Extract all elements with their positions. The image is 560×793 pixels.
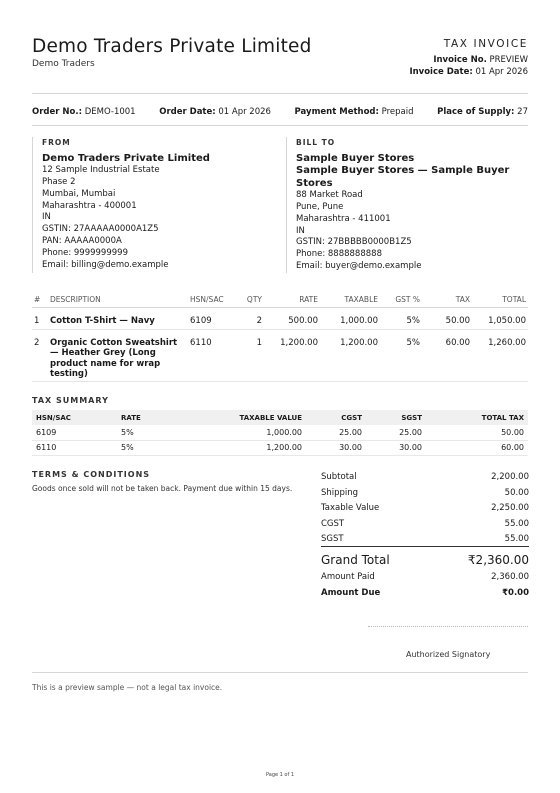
subtotal-row: Subtotal 2,200.00 — [321, 472, 529, 482]
bill-to-address-line: Maharashtra - 411001 — [296, 213, 391, 224]
cell-gst-percent: 5% — [380, 307, 422, 329]
cell-rate: 5% — [117, 440, 202, 455]
bill-to-email: Email: buyer@demo.example — [296, 261, 422, 272]
bill-to-phone: Phone: 8888888888 — [296, 249, 382, 260]
bill-to-label: BILL TO — [296, 138, 336, 147]
column-header: TOTAL TAX — [426, 410, 528, 425]
column-header: QTY — [232, 292, 264, 307]
bill-to-block — [296, 137, 526, 273]
table-header-row — [32, 410, 528, 425]
tax-summary-title: TAX SUMMARY — [32, 396, 109, 405]
cell-hsn: 6110 — [32, 440, 117, 455]
shipping-row: Shipping 50.00 — [321, 488, 529, 498]
totals-block — [321, 472, 529, 604]
cell-tax: 50.00 — [422, 307, 472, 329]
from-address-line: Maharashtra - 400001 — [42, 200, 137, 211]
cell-description: Organic Cotton Sweatshirt — Heather Grey (Long product name for wrap testing) — [48, 329, 188, 381]
cell-total: 1,260.00 — [472, 329, 528, 381]
cell-total-tax: 60.00 — [426, 440, 528, 455]
order-date: Order Date: 01 Apr 2026 — [159, 107, 271, 117]
amount-due-row: Amount Due ₹0.00 — [321, 588, 529, 598]
cgst-row: CGST 55.00 — [321, 519, 529, 529]
preview-footnote: This is a preview sample — not a legal tax invoice. — [32, 683, 223, 692]
bill-to-name-full: Sample Buyer Stores — Sample Buyer Stores — [296, 165, 510, 189]
from-address-line: Phase 2 — [42, 177, 76, 188]
cell-rate: 500.00 — [264, 307, 320, 329]
from-label: FROM — [42, 138, 71, 147]
table-header-row — [32, 292, 528, 307]
column-header: TAX — [422, 292, 472, 307]
tax-summary-table — [32, 410, 528, 456]
bill-to-address-line: 88 Market Road — [296, 190, 363, 201]
cell-taxable-value: 1,000.00 — [202, 425, 306, 440]
column-header: DESCRIPTION — [48, 292, 188, 307]
column-header: HSN/SAC — [32, 410, 117, 425]
column-header: HSN/SAC — [188, 292, 232, 307]
cell-hsn: 6109 — [32, 425, 117, 440]
from-country: IN — [42, 212, 51, 223]
cell-cgst: 25.00 — [306, 425, 366, 440]
company-name: Demo Traders Private Limited — [32, 36, 312, 57]
amount-paid-row: Amount Paid 2,360.00 — [321, 572, 529, 582]
cell-tax: 60.00 — [422, 329, 472, 381]
bill-to-country: IN — [296, 225, 305, 236]
column-header: SGST — [366, 410, 426, 425]
document-type: TAX INVOICE — [443, 38, 528, 50]
column-header: TAXABLE — [320, 292, 380, 307]
bill-to-address-line: Pune, Pune — [296, 202, 344, 213]
line-items-table — [32, 292, 528, 382]
divider — [32, 672, 528, 673]
page-number: Page 1 of 1 — [265, 772, 295, 778]
cell-taxable-value: 1,200.00 — [202, 440, 306, 455]
order-info-bar — [32, 107, 528, 119]
column-header: RATE — [117, 410, 202, 425]
cell-rate: 1,200.00 — [264, 329, 320, 381]
table-row — [32, 329, 528, 381]
from-email: Email: billing@demo.example — [42, 259, 169, 270]
column-header: RATE — [264, 292, 320, 307]
divider — [32, 125, 528, 126]
from-gstin: GSTIN: 27AAAAA0000A1Z5 — [42, 224, 159, 235]
from-address-line: 12 Sample Industrial Estate — [42, 165, 160, 176]
from-name: Demo Traders Private Limited — [42, 152, 210, 164]
column-header: # — [32, 292, 48, 307]
invoice-number: Invoice No. PREVIEW — [433, 55, 528, 65]
from-phone: Phone: 9999999999 — [42, 247, 128, 258]
from-pan: PAN: AAAAA0000A — [42, 236, 122, 247]
column-header: CGST — [306, 410, 366, 425]
table-row — [32, 440, 528, 455]
bill-to-name: Sample Buyer Stores — [296, 152, 415, 164]
cell-description: Cotton T-Shirt — Navy — [48, 307, 188, 329]
cell-taxable: 1,000.00 — [320, 307, 380, 329]
bill-to-accent-bar — [286, 137, 287, 273]
cell-sgst: 25.00 — [366, 425, 426, 440]
column-header: TAXABLE VALUE — [202, 410, 306, 425]
cell-cgst: 30.00 — [306, 440, 366, 455]
from-address-line: Mumbai, Mumbai — [42, 188, 116, 199]
cell-hsn: 6110 — [188, 329, 232, 381]
invoice-date: Invoice Date: 01 Apr 2026 — [409, 67, 528, 77]
terms-title: TERMS & CONDITIONS — [32, 470, 151, 479]
from-accent-bar — [32, 137, 33, 273]
cell-rate: 5% — [117, 425, 202, 440]
divider — [32, 93, 528, 94]
taxable-value-row: Taxable Value 2,250.00 — [321, 503, 529, 513]
order-number: Order No.: DEMO-1001 — [32, 107, 136, 117]
cell-index: 2 — [32, 329, 48, 381]
column-header: TOTAL — [472, 292, 528, 307]
bill-to-gstin: GSTIN: 27BBBBB0000B1Z5 — [296, 237, 412, 248]
terms-text: Goods once sold will not be taken back. Payment due within 15 days. — [32, 484, 293, 493]
cell-gst-percent: 5% — [380, 329, 422, 381]
column-header: GST % — [380, 292, 422, 307]
from-block — [42, 137, 272, 271]
sgst-row: SGST 55.00 — [321, 534, 529, 547]
table-row — [32, 307, 528, 329]
authorized-signatory: Authorized Signatory — [406, 650, 491, 659]
cell-total-tax: 50.00 — [426, 425, 528, 440]
place-of-supply: Place of Supply: 27 — [437, 107, 528, 117]
cell-sgst: 30.00 — [366, 440, 426, 455]
company-trade-name: Demo Traders — [32, 59, 95, 69]
signature-line — [368, 626, 528, 627]
payment-method: Payment Method: Prepaid — [294, 107, 414, 117]
cell-index: 1 — [32, 307, 48, 329]
cell-qty: 2 — [232, 307, 264, 329]
cell-taxable: 1,200.00 — [320, 329, 380, 381]
cell-total: 1,050.00 — [472, 307, 528, 329]
cell-hsn: 6109 — [188, 307, 232, 329]
cell-qty: 1 — [232, 329, 264, 381]
table-row — [32, 425, 528, 440]
grand-total-row: Grand Total ₹2,360.00 — [321, 553, 529, 567]
